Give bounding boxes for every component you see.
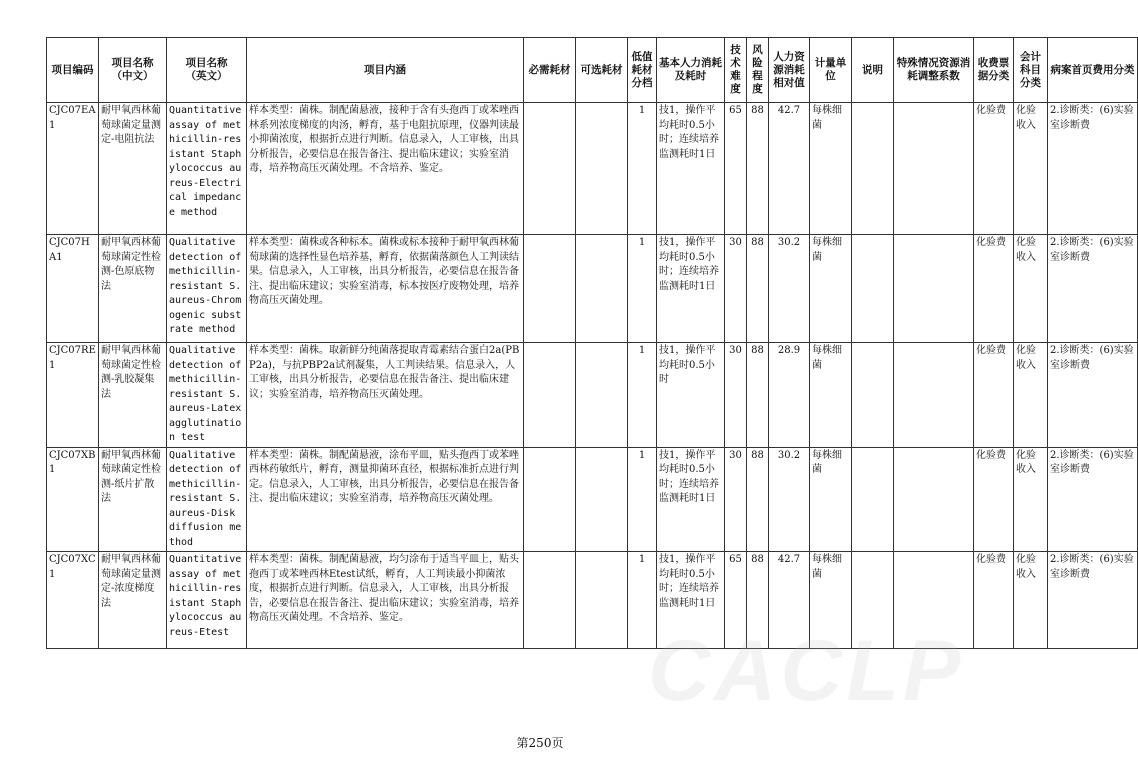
header-name-en: 项目名称 （英文） xyxy=(167,38,247,103)
cell-labor-rel: 28.9 xyxy=(769,343,810,448)
cell-name-en: Qualitative detection of methicillin-resistant S. aureus-Disk diffusion method xyxy=(167,447,247,552)
cell-labor-rel: 30.2 xyxy=(769,235,810,343)
cell-record: 2.诊断类：(6)实验室诊断费 xyxy=(1048,343,1138,448)
header-labor-rel: 人力资源消耗相对值 xyxy=(769,38,810,103)
cell-name-en: Quantitative assay of methicillin-resistant Staphylococcus aureus-Etest xyxy=(167,552,247,649)
cell-fee-class: 化验费 xyxy=(974,103,1014,235)
cell-name-en: Quantitative assay of methicillin-resistant Staphylococcus aureus-Electrical impedance method xyxy=(167,103,247,235)
cell-low-value: 1 xyxy=(628,552,657,649)
cell-risk: 88 xyxy=(747,447,769,552)
cell-record: 2.诊断类：(6)实验室诊断费 xyxy=(1048,552,1138,649)
cell-name-en: Qualitative detection of methicillin-resistant S. aureus-Chromogenic substrate method xyxy=(167,235,247,343)
header-unit: 计量单位 xyxy=(810,38,852,103)
cell-name-en: Qualitative detection of methicillin-resistant S. aureus-Latex agglutination test xyxy=(167,343,247,448)
cell-code: CJC07RE1 xyxy=(47,343,99,448)
table-row xyxy=(47,343,1138,448)
cell-required xyxy=(524,343,576,448)
cell-risk: 88 xyxy=(747,103,769,235)
cell-tech: 30 xyxy=(725,235,747,343)
cell-required xyxy=(524,103,576,235)
cell-record: 2.诊断类：(6)实验室诊断费 xyxy=(1048,447,1138,552)
cell-name-cn: 耐甲氧西林葡萄球菌定性检测-乳胶凝集法 xyxy=(99,343,167,448)
header-fee-class: 收费票据分类 xyxy=(974,38,1014,103)
cell-labor: 技1，操作平均耗时0.5小时；连续培养监测耗时1日 xyxy=(657,552,725,649)
cell-optional xyxy=(576,552,628,649)
cell-content: 样本类型：菌株。取新鲜分纯菌落提取青霉素结合蛋白2a(PBP2a)，与抗PBP2a试剂凝集，人工判读结果。信息录入，人工审核，出具分析报告，必要信息在报告备注、提出临床建议；实验室消毒，培养物高压灭菌处理。 xyxy=(247,343,524,448)
header-labor: 基本人力消耗及耗时 xyxy=(657,38,725,103)
cell-tech: 30 xyxy=(725,447,747,552)
cell-acct: 化验收入 xyxy=(1014,235,1048,343)
cell-note xyxy=(852,447,894,552)
header-low-value: 低值耗材分档 xyxy=(628,38,657,103)
cell-record: 2.诊断类：(6)实验室诊断费 xyxy=(1048,103,1138,235)
cell-name-cn: 耐甲氧西林葡萄球菌定量测定-浓度梯度法 xyxy=(99,552,167,649)
header-name-cn: 项目名称 （中文） xyxy=(99,38,167,103)
cell-labor: 技1，操作平均耗时0.5小时；连续培养监测耗时1日 xyxy=(657,235,725,343)
cell-code: CJC07XB1 xyxy=(47,447,99,552)
cell-risk: 88 xyxy=(747,235,769,343)
cell-acct: 化验收入 xyxy=(1014,447,1048,552)
cell-low-value: 1 xyxy=(628,235,657,343)
cell-fee-class: 化验费 xyxy=(974,235,1014,343)
cell-optional xyxy=(576,103,628,235)
cell-name-cn: 耐甲氧西林葡萄球菌定性检测-纸片扩散法 xyxy=(99,447,167,552)
header-note: 说明 xyxy=(852,38,894,103)
cell-note xyxy=(852,343,894,448)
cell-acct: 化验收入 xyxy=(1014,552,1048,649)
cell-content: 样本类型：菌株。制配菌悬液，均匀涂布于适当平皿上，贴头孢西丁或苯唑西林Etest试纸，孵育，人工判读最小抑菌浓度，根据折点进行判断。信息录入，人工审核，出具分析报告，必要信息在报告备注、提出临床建议；实验室消毒，培养物高压灭菌处理。不含培养、鉴定。 xyxy=(247,552,524,649)
header-optional: 可选耗材 xyxy=(576,38,628,103)
header-special: 特殊情况资源消耗调整系数 xyxy=(894,38,974,103)
cell-labor-rel: 30.2 xyxy=(769,447,810,552)
cell-low-value: 1 xyxy=(628,103,657,235)
header-acct: 会计科目分类 xyxy=(1014,38,1048,103)
header-code: 项目编码 xyxy=(47,38,99,103)
cell-unit: 每株细菌 xyxy=(810,343,852,448)
cell-labor: 技1，操作平均耗时0.5小时；连续培养监测耗时1日 xyxy=(657,103,725,235)
cell-fee-class: 化验费 xyxy=(974,447,1014,552)
cell-labor: 技1，操作平均耗时0.5小时 xyxy=(657,343,725,448)
cell-risk: 88 xyxy=(747,552,769,649)
cell-low-value: 1 xyxy=(628,343,657,448)
page-number: 第250页 xyxy=(516,736,564,750)
cell-unit: 每株细菌 xyxy=(810,235,852,343)
header-required: 必需耗材 xyxy=(524,38,576,103)
cell-fee-class: 化验费 xyxy=(974,343,1014,448)
cell-acct: 化验收入 xyxy=(1014,103,1048,235)
cell-required xyxy=(524,235,576,343)
cell-optional xyxy=(576,343,628,448)
cell-special xyxy=(894,343,974,448)
cell-special xyxy=(894,447,974,552)
header-row xyxy=(47,38,1138,103)
cell-risk: 88 xyxy=(747,343,769,448)
table-row xyxy=(47,235,1138,343)
pricing-table xyxy=(46,37,1138,649)
cell-labor-rel: 42.7 xyxy=(769,103,810,235)
cell-code: CJC07EA1 xyxy=(47,103,99,235)
header-tech: 技术难度 xyxy=(725,38,747,103)
cell-unit: 每株细菌 xyxy=(810,552,852,649)
cell-content: 样本类型：菌株。制配菌悬液，涂布平皿，贴头孢西丁或苯唑西林药敏纸片，孵育，测量抑菌环直径，根据标准折点进行判定。信息录入，人工审核，出具分析报告，必要信息在报告备注、提出临床建议；实验室消毒，培养物高压灭菌处理。 xyxy=(247,447,524,552)
table-row xyxy=(47,447,1138,552)
cell-name-cn: 耐甲氧西林葡萄球菌定量测定-电阻抗法 xyxy=(99,103,167,235)
cell-content: 样本类型：菌株。制配菌悬液，接种于含有头孢西丁或苯唑西林系列浓度梯度的肉汤，孵育，基于电阻抗原理，仪器判读最小抑菌浓度，根据折点进行判断。信息录入，人工审核，出具分析报告，必要信息在报告备注、提出临床建议；实验室消毒，培养物高压灭菌处理。不含培养、鉴定。 xyxy=(247,103,524,235)
cell-note xyxy=(852,235,894,343)
cell-note xyxy=(852,552,894,649)
cell-labor-rel: 42.7 xyxy=(769,552,810,649)
cell-required xyxy=(524,447,576,552)
cell-optional xyxy=(576,447,628,552)
cell-required xyxy=(524,552,576,649)
cell-fee-class: 化验费 xyxy=(974,552,1014,649)
cell-tech: 30 xyxy=(725,343,747,448)
cell-code: CJC07XC1 xyxy=(47,552,99,649)
header-content: 项目内涵 xyxy=(247,38,524,103)
cell-code: CJC07HA1 xyxy=(47,235,99,343)
cell-tech: 65 xyxy=(725,103,747,235)
cell-low-value: 1 xyxy=(628,447,657,552)
cell-record: 2.诊断类：(6)实验室诊断费 xyxy=(1048,235,1138,343)
cell-special xyxy=(894,103,974,235)
cell-special xyxy=(894,235,974,343)
cell-acct: 化验收入 xyxy=(1014,343,1048,448)
cell-unit: 每株细菌 xyxy=(810,447,852,552)
cell-labor: 技1，操作平均耗时0.5小时；连续培养监测耗时1日 xyxy=(657,447,725,552)
header-record: 病案首页费用分类 xyxy=(1048,38,1138,103)
watermark: CACLP xyxy=(648,623,965,719)
header-risk: 风险程度 xyxy=(747,38,769,103)
cell-tech: 65 xyxy=(725,552,747,649)
table-row xyxy=(47,552,1138,649)
cell-content: 样本类型：菌株或各种标本。菌株或标本接种于耐甲氧西林葡萄球菌的选择性显色培养基，孵育，依据菌落颜色人工判读结果。信息录入，人工审核，出具分析报告，必要信息在报告备注、提出临床建议；实验室消毒，标本按医疗废物处理，培养物高压灭菌处理。 xyxy=(247,235,524,343)
cell-optional xyxy=(576,235,628,343)
table-row xyxy=(47,103,1138,235)
cell-name-cn: 耐甲氧西林葡萄球菌定性检测-色原底物法 xyxy=(99,235,167,343)
cell-note xyxy=(852,103,894,235)
cell-unit: 每株细菌 xyxy=(810,103,852,235)
cell-special xyxy=(894,552,974,649)
